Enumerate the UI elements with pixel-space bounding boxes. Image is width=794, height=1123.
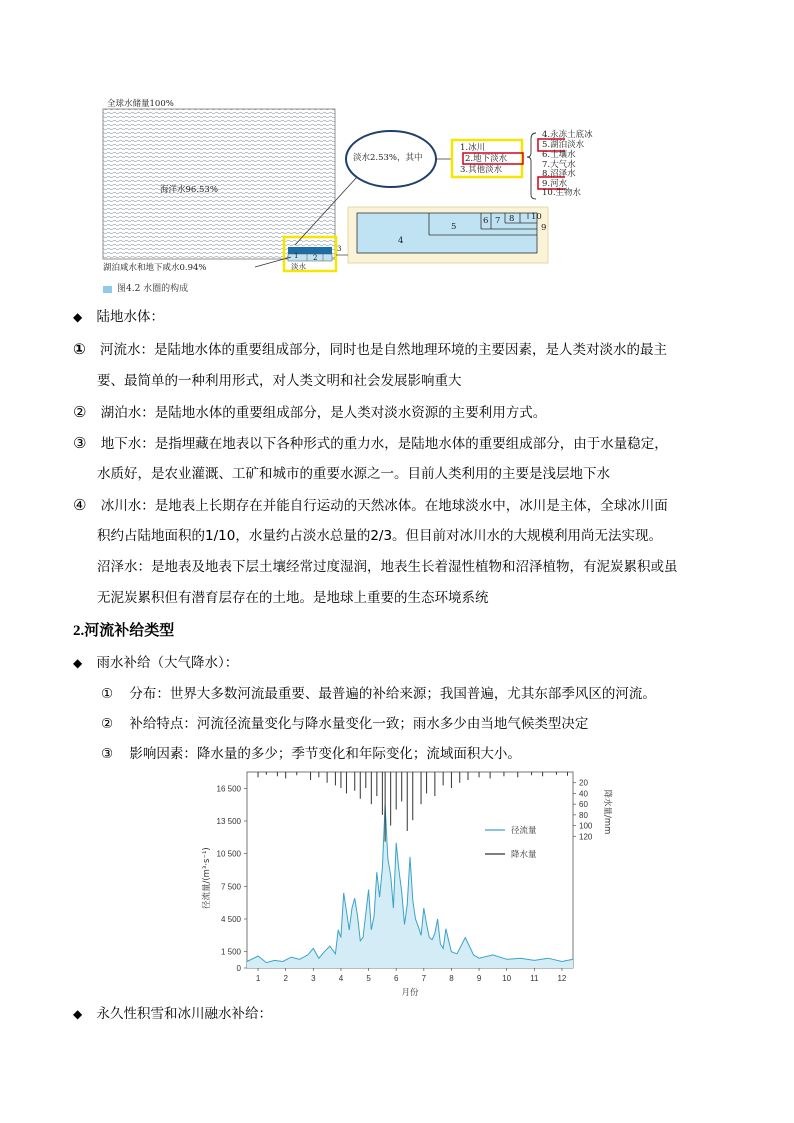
diamond-bullet-icon: ◆ <box>73 1007 83 1021</box>
groundwater-text-line1: 地下水：是指埋藏在地表以下各种形式的重力水，是陆地水体的重要组成部分，由于水量稳定， <box>100 436 668 452</box>
x-tick-label: 8 <box>449 974 454 983</box>
y-tick-label: 13 500 <box>216 817 241 826</box>
x-tick-label: 6 <box>393 974 399 983</box>
freshwater-right-list-item-7: 7.大气水 <box>542 160 576 170</box>
glacier-water-text-line2: 积约占陆地面积的1/10，水量约占淡水总量的2/3。但目前对冰川水的大规模利用尚无法实现。 <box>97 528 663 544</box>
river-water-text-line1: 河流水：是陆地水体的重要组成部分，同时也是自然地理环境的主要因素，是人类对淡水的最主 <box>100 342 667 358</box>
y2-tick-label: 20 <box>579 778 588 788</box>
distribution-text: 分布：世界大多数河流最重要、最普遍的补给来源；我国普遍，尤其东部季风区的河流。 <box>129 686 656 702</box>
meltwater-recharge-bullet <box>73 1004 272 1024</box>
freshwater-left-list-item-1: 1.冰川 <box>460 143 486 153</box>
y2-tick-label: 120 <box>579 832 593 842</box>
groundwater-item <box>73 433 668 454</box>
runoff-precipitation-chart <box>195 770 615 1000</box>
panel-number-7: 7 <box>495 216 501 226</box>
y-tick-label: 10 500 <box>216 849 241 859</box>
x-tick-label: 12 <box>557 974 567 983</box>
y2-axis-label: 降水量/mm <box>602 789 612 835</box>
lake-water-text-line1: 湖泊水：是陆地水体的重要组成部分，是人类对淡水资源的主要利用方式。 <box>100 405 547 421</box>
swamp-water-text-line1: 沼泽水：是地表及地表下层土壤经常过度湿润，地表生长着湿性植物和沼泽植物，有泥炭累积或虽 <box>97 559 678 575</box>
diamond-bullet-icon: ◆ <box>73 310 83 324</box>
panel-number-4: 4 <box>398 236 404 246</box>
circled-number-2: ② <box>73 403 87 421</box>
influence-factor-text: 影响因素：降水量的多少；季节变化和年际变化；流域面积大小。 <box>129 746 521 762</box>
y-tick-label: 0 <box>236 964 241 973</box>
y-tick-label: 1 500 <box>220 947 241 957</box>
freshwater-right-list-item-6: 6.土壤水 <box>542 150 576 160</box>
panel-number-8: 8 <box>509 214 515 224</box>
legend-runoff-label: 径流量 <box>511 826 537 836</box>
diamond-bullet-icon: ◆ <box>73 656 83 670</box>
rain-recharge-sub-2 <box>101 714 588 734</box>
freshwater-right-list-item-4: 4.永冻土底冰 <box>542 130 593 140</box>
x-tick-label: 4 <box>338 974 344 983</box>
circled-number-3: ③ <box>73 434 87 452</box>
salt-lake-groundwater-label: 湖泊咸水和地下咸水0.94% <box>103 263 207 273</box>
box-number-3: 3 <box>337 245 342 253</box>
y2-tick-label: 40 <box>579 789 588 799</box>
swamp-water-text-line2: 无泥炭累积但有潜育层存在的土地。是地球上重要的生态环境系统 <box>97 590 489 606</box>
river-recharge-heading: 2.河流补给类型 <box>73 623 175 639</box>
box-number-1: 1 <box>294 252 299 260</box>
x-tick-label: 7 <box>421 974 427 983</box>
box-number-2: 2 <box>313 254 318 262</box>
freshwater-small-label: 淡水 <box>291 262 306 271</box>
groundwater-text-line2: 水质好，是农业灌溉、工矿和城市的重要水源之一。目前人类利用的主要是浅层地下水 <box>97 466 610 482</box>
x-tick-label: 5 <box>366 974 371 983</box>
freshwater-left-list-item-2: 2.地下淡水 <box>465 154 508 164</box>
x-tick-label: 11 <box>530 974 539 983</box>
x-tick-label: 9 <box>476 974 482 983</box>
circled-number-1: ① <box>73 340 86 358</box>
lake-water-item <box>73 402 546 423</box>
river-water-item <box>73 340 667 360</box>
x-tick-label: 10 <box>502 974 512 983</box>
hydrosphere-figure <box>95 95 593 300</box>
y-tick-label: 7 500 <box>220 882 241 892</box>
freshwater-ellipse-label: 淡水2.53%，其中 <box>353 153 423 163</box>
panel-number-5: 5 <box>451 222 457 232</box>
land-water-heading: 陆地水体： <box>96 309 165 325</box>
rain-recharge-heading: 雨水补给（大气降水）： <box>96 655 239 671</box>
glacier-water-item <box>73 495 668 516</box>
freshwater-right-list-item-5: 5.湖泊淡水 <box>542 140 585 150</box>
freshwater-left-list-item-3: 3.其他淡水 <box>460 165 503 175</box>
panel-number-10: 10 <box>531 212 542 222</box>
rain-recharge-sub-3 <box>101 744 521 764</box>
figure-caption: 图4.2 水圈的构成 <box>117 284 189 294</box>
y2-tick-label: 60 <box>579 800 588 810</box>
y-tick-label: 4 500 <box>220 915 241 924</box>
freshwater-right-list-item-8: 8.沼泽水 <box>542 169 576 179</box>
recharge-feature-text: 补给特点：河流径流量变化与降水量变化一致；雨水多少由当地气候类型决定 <box>129 716 589 732</box>
sub-number-3: ③ <box>101 746 114 762</box>
x-axis-label: 月份 <box>401 988 419 998</box>
freshwater-right-list-item-9: 9.河水 <box>542 179 568 189</box>
land-water-bullet <box>73 307 164 327</box>
y2-tick-label: 100 <box>579 821 593 831</box>
y-axis-label: 径流量/(m³·s⁻¹) <box>202 847 212 910</box>
meltwater-recharge-heading: 永久性积雪和冰川融水补给： <box>96 1006 273 1022</box>
y2-tick-label: 80 <box>579 810 588 820</box>
sub-number-2: ② <box>101 716 114 732</box>
ocean-water-label: 海洋水96.53% <box>160 185 218 195</box>
rain-recharge-bullet <box>73 653 238 673</box>
sub-number-1: ① <box>101 686 114 702</box>
chart-svg <box>195 770 615 1000</box>
circled-number-4: ④ <box>73 496 87 514</box>
glacier-water-text-line1: 冰川水：是地表上长期存在并能自行运动的天然冰体。在地球淡水中，冰川是主体，全球冰川面 <box>100 498 668 514</box>
total-water-label: 全球水储量100% <box>107 99 174 109</box>
x-tick-label: 3 <box>311 974 316 983</box>
panel-number-9: 9 <box>541 223 547 233</box>
river-water-text-line2: 要、最简单的一种利用形式，对人类文明和社会发展影响重大 <box>97 373 462 389</box>
y-tick-label: 16 500 <box>216 784 241 794</box>
rain-recharge-sub-1 <box>101 684 656 704</box>
freshwater-right-list-item-10: 10.生物水 <box>542 188 582 198</box>
legend-precipitation-label: 降水量 <box>511 850 537 860</box>
panel-number-6: 6 <box>483 216 489 226</box>
x-tick-label: 2 <box>283 974 288 983</box>
x-tick-label: 1 <box>255 974 261 983</box>
